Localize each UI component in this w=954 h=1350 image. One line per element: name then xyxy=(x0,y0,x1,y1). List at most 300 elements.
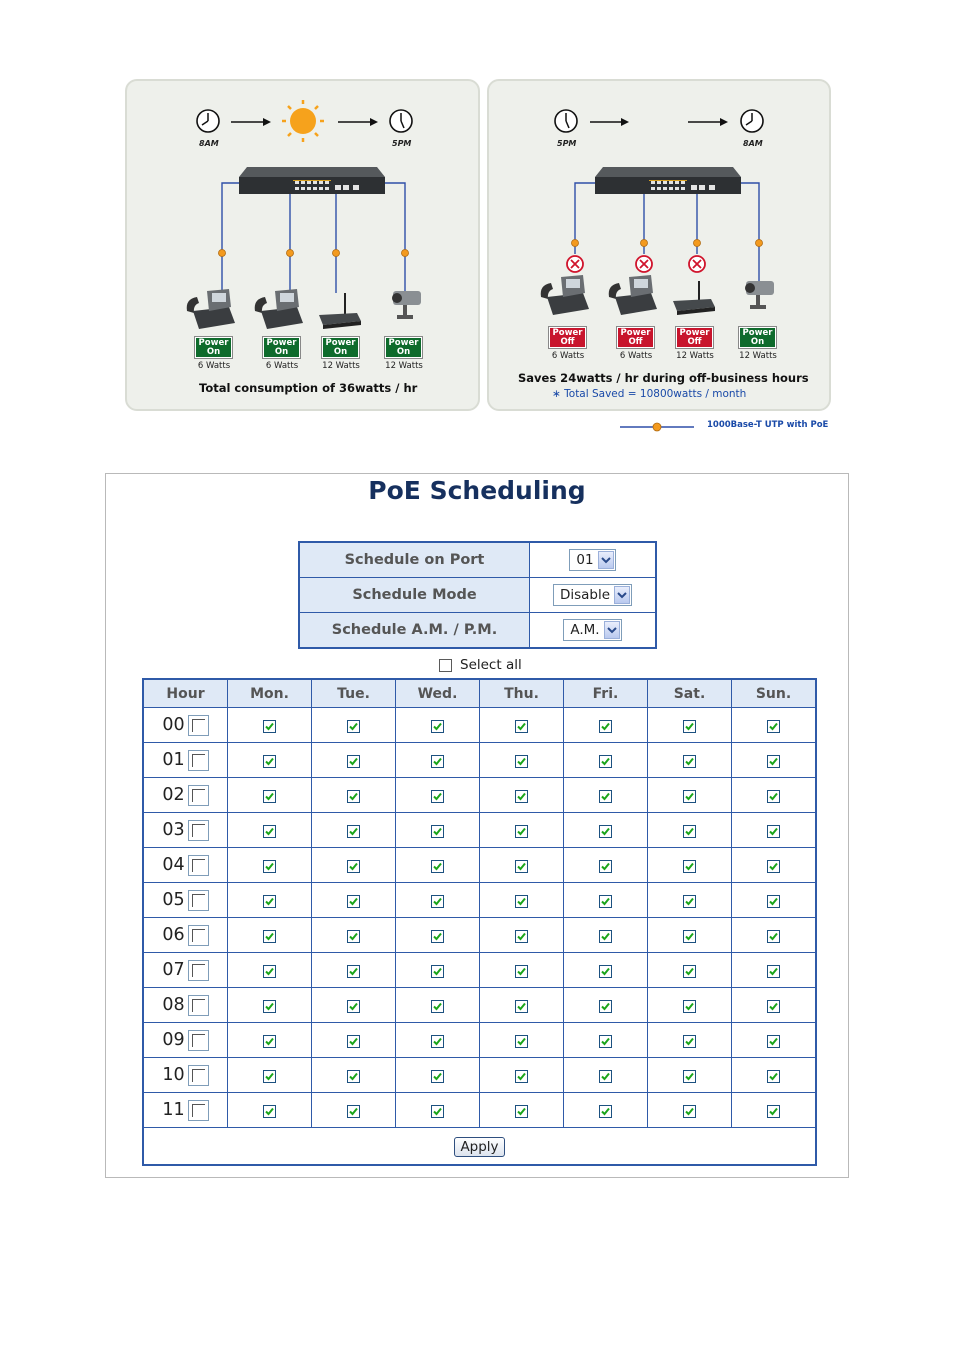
day-hour-checkbox[interactable] xyxy=(683,895,696,908)
schedule-settings-table xyxy=(298,541,657,649)
checkmark-icon xyxy=(600,861,611,872)
checkmark-icon xyxy=(684,931,695,942)
checkmark-icon xyxy=(600,1106,611,1117)
day-hour-checkbox[interactable] xyxy=(599,1000,612,1013)
checkmark-icon xyxy=(684,721,695,732)
day-hour-checkbox[interactable] xyxy=(515,1000,528,1013)
power-status-badge: Power On xyxy=(195,337,232,358)
checkmark-icon xyxy=(516,966,527,977)
column-header-day: Mon. xyxy=(228,679,312,708)
page-title: PoE Scheduling xyxy=(368,476,586,505)
poe-switch-icon xyxy=(595,167,741,194)
checkmark-icon xyxy=(432,826,443,837)
day-hour-checkbox[interactable] xyxy=(431,1000,444,1013)
wireless-ap-icon xyxy=(319,293,361,329)
chevron-down-icon xyxy=(598,551,614,569)
day-hour-checkbox[interactable] xyxy=(347,720,360,733)
day-hour-checkbox[interactable] xyxy=(767,965,780,978)
checkmark-icon xyxy=(348,1071,359,1082)
day-hour-checkbox[interactable] xyxy=(347,860,360,873)
column-header-day: Fri. xyxy=(564,679,648,708)
hour-label: 01 xyxy=(162,750,185,770)
wireless-ap-icon xyxy=(673,281,715,315)
checkmark-icon xyxy=(264,756,275,767)
checkmark-icon xyxy=(432,791,443,802)
checkmark-icon xyxy=(768,1001,779,1012)
ip-phone-icon xyxy=(609,275,657,315)
day-hour-checkbox[interactable] xyxy=(431,860,444,873)
checkmark-icon xyxy=(600,721,611,732)
table-row xyxy=(143,988,816,1023)
poe-switch-icon xyxy=(239,167,385,194)
schedule-ampm-value: A.M. xyxy=(570,622,600,638)
hour-label: 07 xyxy=(162,960,185,980)
hour-cell xyxy=(144,1065,227,1086)
checkmark-icon xyxy=(432,1106,443,1117)
checkmark-icon xyxy=(264,721,275,732)
schedule-mode-label: Schedule Mode xyxy=(299,578,530,613)
day-hour-checkbox[interactable] xyxy=(767,720,780,733)
device-watts: 12 Watts xyxy=(322,361,360,371)
device-watts: 6 Watts xyxy=(551,351,585,361)
checkmark-icon xyxy=(516,721,527,732)
day-hour-checkbox[interactable] xyxy=(599,965,612,978)
ip-phone-icon xyxy=(255,289,303,329)
checkmark-icon xyxy=(432,1001,443,1012)
day-hour-checkbox[interactable] xyxy=(767,1035,780,1048)
moon-icon xyxy=(653,102,681,141)
checkmark-icon xyxy=(264,826,275,837)
hour-cell xyxy=(144,785,227,806)
select-all-toggle[interactable] xyxy=(439,657,522,673)
checkmark-icon xyxy=(432,931,443,942)
table-row xyxy=(143,743,816,778)
day-hour-checkbox[interactable] xyxy=(347,965,360,978)
checkmark-icon xyxy=(264,966,275,977)
hour-cell xyxy=(144,890,227,911)
checkmark-icon xyxy=(516,1036,527,1047)
checkmark-icon xyxy=(768,1106,779,1117)
power-status-badge: Power Off xyxy=(617,327,654,348)
table-header-row xyxy=(143,679,816,708)
day-hour-checkbox[interactable] xyxy=(347,755,360,768)
hour-row-checkbox[interactable] xyxy=(188,820,209,841)
table-row xyxy=(143,1093,816,1128)
daytime-panel xyxy=(125,79,480,411)
power-status-badge: Power On xyxy=(739,327,776,348)
chevron-down-icon xyxy=(614,586,630,604)
day-hour-checkbox[interactable] xyxy=(767,825,780,838)
schedule-ampm-label: Schedule A.M. / P.M. xyxy=(299,613,530,649)
checkmark-icon xyxy=(768,896,779,907)
day-hour-checkbox[interactable] xyxy=(683,755,696,768)
checkmark-icon xyxy=(264,1106,275,1117)
checkmark-icon xyxy=(516,896,527,907)
checkmark-icon xyxy=(432,1071,443,1082)
schedule-ampm-select[interactable] xyxy=(563,619,621,641)
hour-row-checkbox[interactable] xyxy=(188,785,209,806)
clock-icon xyxy=(555,110,577,132)
day-hour-checkbox[interactable] xyxy=(599,860,612,873)
cable-legend xyxy=(620,419,830,435)
day-hour-checkbox[interactable] xyxy=(431,1105,444,1118)
day-hour-checkbox[interactable] xyxy=(767,895,780,908)
checkmark-icon xyxy=(600,1036,611,1047)
checkmark-icon xyxy=(516,861,527,872)
checkmark-icon xyxy=(432,1036,443,1047)
column-header-day: Tue. xyxy=(312,679,396,708)
day-hour-checkbox[interactable] xyxy=(515,1105,528,1118)
checkmark-icon xyxy=(348,966,359,977)
checkmark-icon xyxy=(768,756,779,767)
checkmark-icon xyxy=(348,1106,359,1117)
hour-cell xyxy=(144,750,227,771)
checkmark-icon xyxy=(348,931,359,942)
day-hour-checkbox[interactable] xyxy=(431,1035,444,1048)
ip-camera-icon xyxy=(745,281,774,309)
checkmark-icon xyxy=(516,1106,527,1117)
checkmark-icon xyxy=(264,1071,275,1082)
device-watts: 6 Watts xyxy=(197,361,231,371)
column-header-hour: Hour xyxy=(143,679,228,708)
checkmark-icon xyxy=(600,826,611,837)
checkmark-icon xyxy=(264,1036,275,1047)
day-hour-checkbox[interactable] xyxy=(431,825,444,838)
checkmark-icon xyxy=(684,1106,695,1117)
hour-cell xyxy=(144,715,227,736)
day-hour-checkbox[interactable] xyxy=(599,1035,612,1048)
hour-row-checkbox[interactable] xyxy=(188,960,209,981)
day-hour-checkbox[interactable] xyxy=(599,755,612,768)
day-hour-checkbox[interactable] xyxy=(599,895,612,908)
day-hour-checkbox[interactable] xyxy=(263,755,276,768)
hour-cell xyxy=(144,1100,227,1121)
checkmark-icon xyxy=(432,896,443,907)
day-hour-checkbox[interactable] xyxy=(515,1070,528,1083)
day-hour-checkbox[interactable] xyxy=(263,1105,276,1118)
day-hour-checkbox[interactable] xyxy=(683,1000,696,1013)
power-status-badge: Power Off xyxy=(549,327,586,348)
clock-icon xyxy=(197,110,219,132)
day-hour-checkbox[interactable] xyxy=(767,1000,780,1013)
day-hour-checkbox[interactable] xyxy=(515,930,528,943)
day-hour-checkbox[interactable] xyxy=(263,860,276,873)
checkmark-icon xyxy=(432,721,443,732)
device-watts: 12 Watts xyxy=(739,351,777,361)
checkmark-icon xyxy=(768,1036,779,1047)
power-status-badge: Power Off xyxy=(676,327,713,348)
apply-row xyxy=(143,1128,816,1166)
checkmark-icon xyxy=(684,826,695,837)
power-status-badge: Power On xyxy=(322,337,359,358)
schedule-mode-value: Disable xyxy=(559,587,611,603)
day-hour-checkbox[interactable] xyxy=(347,1000,360,1013)
hour-label: 10 xyxy=(162,1065,185,1085)
checkmark-icon xyxy=(600,1071,611,1082)
checkmark-icon xyxy=(600,966,611,977)
day-hour-checkbox[interactable] xyxy=(263,720,276,733)
column-header-day: Thu. xyxy=(480,679,564,708)
day-hour-checkbox[interactable] xyxy=(683,930,696,943)
device-watts: 12 Watts xyxy=(385,361,423,371)
hour-label: 08 xyxy=(162,995,185,1015)
day-hour-checkbox[interactable] xyxy=(263,895,276,908)
checkmark-icon xyxy=(684,896,695,907)
day-hour-checkbox[interactable] xyxy=(767,790,780,803)
hour-row-checkbox[interactable] xyxy=(188,1100,209,1121)
table-row xyxy=(143,778,816,813)
table-row xyxy=(143,883,816,918)
hour-row-checkbox[interactable] xyxy=(188,750,209,771)
day-hour-checkbox[interactable] xyxy=(263,825,276,838)
checkmark-icon xyxy=(768,931,779,942)
hour-cell xyxy=(144,820,227,841)
checkmark-icon xyxy=(516,1071,527,1082)
table-row xyxy=(143,813,816,848)
checkmark-icon xyxy=(516,756,527,767)
hour-label: 09 xyxy=(162,1030,185,1050)
ip-camera-icon xyxy=(392,291,421,319)
checkmark-icon xyxy=(600,931,611,942)
disconnected-icon xyxy=(567,256,705,272)
hour-cell xyxy=(144,995,227,1016)
checkmark-icon xyxy=(600,756,611,767)
consumption-summary: Total consumption of 36watts / hr xyxy=(199,381,418,395)
day-hour-checkbox[interactable] xyxy=(431,755,444,768)
day-hour-checkbox[interactable] xyxy=(683,1105,696,1118)
table-row xyxy=(143,848,816,883)
checkmark-icon xyxy=(768,721,779,732)
schedule-mode-select[interactable] xyxy=(553,584,632,606)
ip-phone-icon xyxy=(187,289,235,329)
day-hour-checkbox[interactable] xyxy=(431,790,444,803)
nighttime-panel xyxy=(487,79,831,411)
sun-icon xyxy=(282,100,324,142)
day-hour-checkbox[interactable] xyxy=(263,1000,276,1013)
checkmark-icon xyxy=(348,721,359,732)
schedule-port-value: 01 xyxy=(576,552,594,568)
day-hour-checkbox[interactable] xyxy=(683,1070,696,1083)
day-hour-checkbox[interactable] xyxy=(347,895,360,908)
checkmark-icon xyxy=(264,1001,275,1012)
checkmark-icon xyxy=(684,1036,695,1047)
checkmark-icon xyxy=(768,791,779,802)
hour-row-checkbox[interactable] xyxy=(188,1030,209,1051)
day-hour-checkbox[interactable] xyxy=(347,1105,360,1118)
day-hour-checkbox[interactable] xyxy=(431,895,444,908)
checkmark-icon xyxy=(516,931,527,942)
checkmark-icon xyxy=(264,896,275,907)
day-hour-checkbox[interactable] xyxy=(347,1070,360,1083)
day-hour-checkbox[interactable] xyxy=(683,790,696,803)
power-status-badge: Power On xyxy=(385,337,422,358)
day-hour-checkbox[interactable] xyxy=(263,790,276,803)
checkmark-icon xyxy=(348,1036,359,1047)
poe-cable-legend-icon xyxy=(620,419,700,435)
checkmark-icon xyxy=(768,861,779,872)
day-hour-checkbox[interactable] xyxy=(515,1035,528,1048)
checkmark-icon xyxy=(432,756,443,767)
arrow-right-icon xyxy=(231,118,271,126)
checkmark-icon xyxy=(684,1001,695,1012)
clock-icon xyxy=(390,110,412,132)
hour-label: 05 xyxy=(162,890,185,910)
checkmark-icon xyxy=(684,1071,695,1082)
hour-row-checkbox[interactable] xyxy=(188,995,209,1016)
arrow-right-icon xyxy=(590,118,629,126)
table-row xyxy=(143,1023,816,1058)
day-hour-checkbox[interactable] xyxy=(683,825,696,838)
day-hour-checkbox[interactable] xyxy=(515,825,528,838)
day-hour-checkbox[interactable] xyxy=(767,1070,780,1083)
start-time-label: 8AM xyxy=(199,139,219,148)
end-time-label: 8AM xyxy=(743,139,763,148)
checkmark-icon xyxy=(516,826,527,837)
day-hour-checkbox[interactable] xyxy=(767,930,780,943)
day-hour-checkbox[interactable] xyxy=(263,1035,276,1048)
day-hour-checkbox[interactable] xyxy=(263,965,276,978)
day-hour-checkbox[interactable] xyxy=(347,825,360,838)
hour-cell xyxy=(144,925,227,946)
day-hour-checkbox[interactable] xyxy=(515,720,528,733)
day-hour-checkbox[interactable] xyxy=(263,1070,276,1083)
day-hour-checkbox[interactable] xyxy=(683,720,696,733)
end-time-label: 5PM xyxy=(392,139,412,148)
column-header-day: Sat. xyxy=(648,679,732,708)
hour-label: 02 xyxy=(162,785,185,805)
checkmark-icon xyxy=(600,896,611,907)
checkmark-icon xyxy=(264,791,275,802)
schedule-port-select[interactable] xyxy=(569,549,615,571)
day-hour-checkbox[interactable] xyxy=(515,895,528,908)
column-header-day: Sun. xyxy=(732,679,817,708)
day-hour-checkbox[interactable] xyxy=(683,860,696,873)
day-hour-checkbox[interactable] xyxy=(431,720,444,733)
day-hour-checkbox[interactable] xyxy=(515,790,528,803)
day-hour-checkbox[interactable] xyxy=(599,720,612,733)
poe-dot xyxy=(572,240,763,247)
select-all-checkbox[interactable] xyxy=(439,659,452,672)
day-hour-checkbox[interactable] xyxy=(599,1105,612,1118)
start-time-label: 5PM xyxy=(557,139,577,148)
arrow-right-icon xyxy=(688,118,728,126)
hour-label: 04 xyxy=(162,855,185,875)
device-watts: 6 Watts xyxy=(265,361,299,371)
hour-row-checkbox[interactable] xyxy=(188,925,209,946)
device-watts: 6 Watts xyxy=(619,351,653,361)
chevron-down-icon xyxy=(604,621,620,639)
checkmark-icon xyxy=(684,861,695,872)
day-hour-checkbox[interactable] xyxy=(599,930,612,943)
poe-dot xyxy=(219,250,409,257)
checkmark-icon xyxy=(348,1001,359,1012)
column-header-day: Wed. xyxy=(396,679,480,708)
checkmark-icon xyxy=(432,966,443,977)
checkmark-icon xyxy=(348,861,359,872)
hour-label: 00 xyxy=(162,715,185,735)
checkmark-icon xyxy=(684,756,695,767)
day-hour-checkbox[interactable] xyxy=(767,860,780,873)
hour-cell xyxy=(144,960,227,981)
device-watts: 12 Watts xyxy=(676,351,714,361)
day-hour-checkbox[interactable] xyxy=(599,825,612,838)
table-row xyxy=(143,1058,816,1093)
checkmark-icon xyxy=(516,791,527,802)
day-hour-checkbox[interactable] xyxy=(683,965,696,978)
nighttime-diagram xyxy=(489,81,833,413)
hour-row-checkbox[interactable] xyxy=(188,855,209,876)
day-hour-checkbox[interactable] xyxy=(683,1035,696,1048)
checkmark-icon xyxy=(348,756,359,767)
checkmark-icon xyxy=(768,966,779,977)
day-hour-checkbox[interactable] xyxy=(347,1035,360,1048)
clock-icon xyxy=(741,110,763,132)
ip-phone-icon xyxy=(541,275,589,315)
day-hour-checkbox[interactable] xyxy=(515,860,528,873)
day-hour-checkbox[interactable] xyxy=(599,790,612,803)
day-hour-checkbox[interactable] xyxy=(767,1105,780,1118)
hour-cell xyxy=(144,1030,227,1051)
table-row xyxy=(143,953,816,988)
schedule-port-label: Schedule on Port xyxy=(299,542,530,578)
checkmark-icon xyxy=(684,966,695,977)
day-hour-checkbox[interactable] xyxy=(431,965,444,978)
checkmark-icon xyxy=(768,826,779,837)
checkmark-icon xyxy=(684,791,695,802)
checkmark-icon xyxy=(348,896,359,907)
day-hour-checkbox[interactable] xyxy=(599,1070,612,1083)
poe-scheduling-screen xyxy=(105,473,849,1178)
day-hour-checkbox[interactable] xyxy=(347,930,360,943)
hour-row-checkbox[interactable] xyxy=(188,715,209,736)
hour-schedule-table xyxy=(142,678,817,1166)
table-row xyxy=(143,918,816,953)
day-hour-checkbox[interactable] xyxy=(515,965,528,978)
checkmark-icon xyxy=(600,791,611,802)
hour-row-checkbox[interactable] xyxy=(188,890,209,911)
day-hour-checkbox[interactable] xyxy=(347,790,360,803)
checkmark-icon xyxy=(600,1001,611,1012)
hour-label: 03 xyxy=(162,820,185,840)
checkmark-icon xyxy=(348,791,359,802)
checkmark-icon xyxy=(264,861,275,872)
table-row xyxy=(143,708,816,743)
apply-button[interactable]: Apply xyxy=(454,1137,504,1157)
select-all-label: Select all xyxy=(460,657,522,673)
day-hour-checkbox[interactable] xyxy=(515,755,528,768)
hour-label: 11 xyxy=(162,1100,185,1120)
hour-cell xyxy=(144,855,227,876)
poe-cable xyxy=(575,183,759,281)
day-hour-checkbox[interactable] xyxy=(431,1070,444,1083)
poe-cable xyxy=(222,183,405,293)
checkmark-icon xyxy=(432,861,443,872)
checkmark-icon xyxy=(516,1001,527,1012)
total-saved-note: ∗ Total Saved = 10800watts / month xyxy=(552,388,747,400)
savings-summary: Saves 24watts / hr during off-business hours xyxy=(518,371,809,385)
checkmark-icon xyxy=(348,826,359,837)
hour-row-checkbox[interactable] xyxy=(188,1065,209,1086)
checkmark-icon xyxy=(768,1071,779,1082)
arrow-right-icon xyxy=(338,118,378,126)
day-hour-checkbox[interactable] xyxy=(767,755,780,768)
power-status-badge: Power On xyxy=(263,337,300,358)
day-hour-checkbox[interactable] xyxy=(263,930,276,943)
checkmark-icon xyxy=(264,931,275,942)
hour-label: 06 xyxy=(162,925,185,945)
day-hour-checkbox[interactable] xyxy=(431,930,444,943)
legend-label: 1000Base-T UTP with PoE xyxy=(707,420,829,430)
